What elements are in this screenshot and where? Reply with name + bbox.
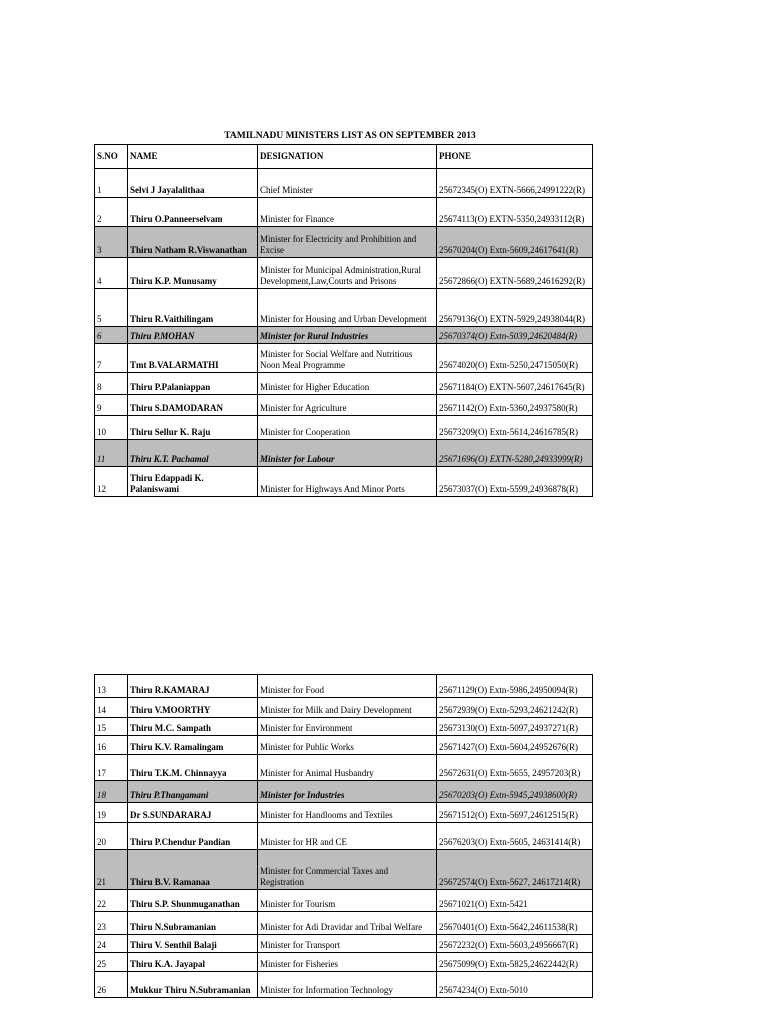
table-row bbox=[95, 373, 593, 395]
cell-name: Thiru P.Thangamani bbox=[128, 781, 258, 803]
table-row bbox=[95, 698, 593, 718]
table-row bbox=[95, 850, 593, 890]
cell-phone: 25672574(O) Extn-5627, 24617214(R) bbox=[437, 850, 593, 890]
cell-designation: Minister for Fisheries bbox=[258, 953, 437, 972]
cell-sno: 9 bbox=[95, 395, 128, 416]
table-row bbox=[95, 823, 593, 850]
cell-designation: Chief Minister bbox=[258, 169, 437, 198]
table-row bbox=[95, 675, 593, 698]
table-row bbox=[95, 258, 593, 289]
table-row bbox=[95, 467, 593, 497]
cell-name: Thiru T.K.M. Chinnayya bbox=[128, 755, 258, 781]
cell-sno: 18 bbox=[95, 781, 128, 803]
cell-sno: 5 bbox=[95, 289, 128, 327]
ministers-table-2 bbox=[94, 674, 593, 998]
cell-phone: 25676203(O) Extn-5605, 24631414(R) bbox=[437, 823, 593, 850]
cell-name: Thiru K.P. Munusamy bbox=[128, 258, 258, 289]
cell-sno: 16 bbox=[95, 736, 128, 755]
cell-name: Thiru V.MOORTHY bbox=[128, 698, 258, 718]
header-sno: S.NO bbox=[95, 145, 128, 169]
cell-designation: Minister for HR and CE bbox=[258, 823, 437, 850]
cell-designation: Minister for Social Welfare and Nutritious Noon Meal Programme bbox=[258, 344, 437, 373]
cell-phone: 25673209(O) Extn-5614,24616785(R) bbox=[437, 416, 593, 440]
cell-phone: 25670401(O) Extn-5642,24611538(R) bbox=[437, 912, 593, 935]
header-phone: PHONE bbox=[437, 145, 593, 169]
cell-sno: 2 bbox=[95, 198, 128, 227]
table-row bbox=[95, 755, 593, 781]
cell-designation: Minister for Food bbox=[258, 675, 437, 698]
cell-name: Thiru P.MOHAN bbox=[128, 327, 258, 344]
page-title: TAMILNADU MINISTERS LIST AS ON SEPTEMBER 2013 bbox=[224, 131, 476, 141]
cell-sno: 22 bbox=[95, 890, 128, 912]
cell-name: Thiru S.DAMODARAN bbox=[128, 395, 258, 416]
cell-phone: 25671512(O) Extn-5697,24612515(R) bbox=[437, 803, 593, 823]
cell-phone: 25672939(O) Extn-5293,24621242(R) bbox=[437, 698, 593, 718]
cell-sno: 19 bbox=[95, 803, 128, 823]
cell-name: Thiru K.A. Jayapal bbox=[128, 953, 258, 972]
cell-sno: 21 bbox=[95, 850, 128, 890]
cell-sno: 1 bbox=[95, 169, 128, 198]
cell-phone: 25673037(O) Extn-5599,24936878(R) bbox=[437, 467, 593, 497]
cell-sno: 7 bbox=[95, 344, 128, 373]
table-row bbox=[95, 327, 593, 344]
cell-designation: Minister for Commercial Taxes and Registration bbox=[258, 850, 437, 890]
cell-sno: 4 bbox=[95, 258, 128, 289]
cell-name: Thiru Natham R.Viswanathan bbox=[128, 227, 258, 258]
cell-sno: 20 bbox=[95, 823, 128, 850]
table-row bbox=[95, 227, 593, 258]
cell-phone: 25675099(O) Extn-5825,24622442(R) bbox=[437, 953, 593, 972]
cell-phone: 25671184(O) EXTN-5607,24617645(R) bbox=[437, 373, 593, 395]
cell-name: Dr S.SUNDARARAJ bbox=[128, 803, 258, 823]
cell-designation: Minister for Higher Education bbox=[258, 373, 437, 395]
cell-sno: 8 bbox=[95, 373, 128, 395]
table-row bbox=[95, 440, 593, 467]
cell-designation: Minister for Public Works bbox=[258, 736, 437, 755]
cell-phone: 25672345(O) EXTN-5666,24991222(R) bbox=[437, 169, 593, 198]
cell-designation: Minister for Rural Industries bbox=[258, 327, 437, 344]
cell-name: Thiru V. Senthil Balaji bbox=[128, 935, 258, 953]
cell-phone: 25670203(O) Extn-5945,24938600(R) bbox=[437, 781, 593, 803]
cell-name: Thiru B.V. Ramanaa bbox=[128, 850, 258, 890]
cell-sno: 24 bbox=[95, 935, 128, 953]
cell-phone: 25679136(O) EXTN-5929,24938044(R) bbox=[437, 289, 593, 327]
table-row bbox=[95, 718, 593, 736]
cell-designation: Minister for Information Technology bbox=[258, 972, 437, 998]
cell-designation: Minister for Milk and Dairy Development bbox=[258, 698, 437, 718]
cell-name: Thiru Sellur K. Raju bbox=[128, 416, 258, 440]
table-row bbox=[95, 344, 593, 373]
cell-designation: Minister for Housing and Urban Development bbox=[258, 289, 437, 327]
table-row bbox=[95, 736, 593, 755]
cell-phone: 25670204(O) Extn-5609,24617641(R) bbox=[437, 227, 593, 258]
cell-phone: 25674113(O) EXTN-5350,24933112(R) bbox=[437, 198, 593, 227]
header-designation: DESIGNATION bbox=[258, 145, 437, 169]
cell-designation: Minister for Handlooms and Textiles bbox=[258, 803, 437, 823]
header-name: NAME bbox=[128, 145, 258, 169]
table-row bbox=[95, 972, 593, 998]
table-row bbox=[95, 890, 593, 912]
table-row bbox=[95, 169, 593, 198]
cell-sno: 3 bbox=[95, 227, 128, 258]
cell-phone: 25673130(O) Extn-5097,24937271(R) bbox=[437, 718, 593, 736]
cell-name: Tmt B.VALARMATHI bbox=[128, 344, 258, 373]
cell-sno: 15 bbox=[95, 718, 128, 736]
cell-phone: 25670374(O) Extn-5039,24620484(R) bbox=[437, 327, 593, 344]
cell-sno: 13 bbox=[95, 675, 128, 698]
cell-phone: 25671427(O) Extn-5604,24952676(R) bbox=[437, 736, 593, 755]
cell-phone: 25674234(O) Extn-5010 bbox=[437, 972, 593, 998]
cell-designation: Minister for Adi Dravidar and Tribal Welfare bbox=[258, 912, 437, 935]
cell-phone: 25672866(O) EXTN-5689,24616292(R) bbox=[437, 258, 593, 289]
table-row bbox=[95, 781, 593, 803]
cell-designation: Minister for Cooperation bbox=[258, 416, 437, 440]
cell-phone: 25672631(O) Extn-5655, 24957203(R) bbox=[437, 755, 593, 781]
cell-name: Thiru Edappadi K. Palaniswami bbox=[128, 467, 258, 497]
cell-sno: 10 bbox=[95, 416, 128, 440]
cell-name: Selvi J Jayalalithaa bbox=[128, 169, 258, 198]
cell-name: Thiru R.KAMARAJ bbox=[128, 675, 258, 698]
cell-designation: Minister for Electricity and Prohibition and Excise bbox=[258, 227, 437, 258]
table-row bbox=[95, 953, 593, 972]
cell-phone: 25671696(O) EXTN-5280,24933999(R) bbox=[437, 440, 593, 467]
table-row bbox=[95, 416, 593, 440]
cell-name: Thiru R.Vaithilingam bbox=[128, 289, 258, 327]
ministers-table-1 bbox=[94, 144, 593, 497]
cell-designation: Minister for Municipal Administration,Rural Development,Law,Courts and Prisons bbox=[258, 258, 437, 289]
cell-designation: Minister for Finance bbox=[258, 198, 437, 227]
table-row bbox=[95, 935, 593, 953]
cell-phone: 25674020(O) Extn-5250,24715050(R) bbox=[437, 344, 593, 373]
cell-name: Thiru M.C. Sampath bbox=[128, 718, 258, 736]
table-row bbox=[95, 912, 593, 935]
cell-designation: Minister for Tourism bbox=[258, 890, 437, 912]
cell-sno: 26 bbox=[95, 972, 128, 998]
cell-phone: 25671021(O) Extn-5421 bbox=[437, 890, 593, 912]
cell-sno: 14 bbox=[95, 698, 128, 718]
cell-sno: 12 bbox=[95, 467, 128, 497]
table-row bbox=[95, 803, 593, 823]
cell-designation: Minister for Transport bbox=[258, 935, 437, 953]
cell-phone: 25671142(O) Extn-5360,24937580(R) bbox=[437, 395, 593, 416]
cell-sno: 11 bbox=[95, 440, 128, 467]
cell-phone: 25672232(O) Extn-5603,24956667(R) bbox=[437, 935, 593, 953]
table-row bbox=[95, 289, 593, 327]
cell-name: Thiru P.Palaniappan bbox=[128, 373, 258, 395]
cell-sno: 23 bbox=[95, 912, 128, 935]
table-header-row bbox=[95, 145, 593, 169]
cell-phone: 25671129(O) Extn-5986,24950094(R) bbox=[437, 675, 593, 698]
cell-designation: Minister for Highways And Minor Ports bbox=[258, 467, 437, 497]
cell-designation: Minister for Labour bbox=[258, 440, 437, 467]
cell-name: Thiru K.V. Ramalingam bbox=[128, 736, 258, 755]
table-row bbox=[95, 395, 593, 416]
cell-name: Thiru K.T. Pachamal bbox=[128, 440, 258, 467]
table-row bbox=[95, 198, 593, 227]
cell-name: Thiru O.Panneerselvam bbox=[128, 198, 258, 227]
cell-name: Thiru S.P. Shunmuganathan bbox=[128, 890, 258, 912]
cell-designation: Minister for Animal Husbandry bbox=[258, 755, 437, 781]
cell-sno: 6 bbox=[95, 327, 128, 344]
cell-sno: 17 bbox=[95, 755, 128, 781]
cell-designation: Minister for Agriculture bbox=[258, 395, 437, 416]
cell-designation: Minister for Environment bbox=[258, 718, 437, 736]
cell-sno: 25 bbox=[95, 953, 128, 972]
cell-name: Thiru P.Chendur Pandian bbox=[128, 823, 258, 850]
cell-name: Thiru N.Subramanian bbox=[128, 912, 258, 935]
cell-designation: Minister for Industries bbox=[258, 781, 437, 803]
cell-name: Mukkur Thiru N.Subramanian bbox=[128, 972, 258, 998]
